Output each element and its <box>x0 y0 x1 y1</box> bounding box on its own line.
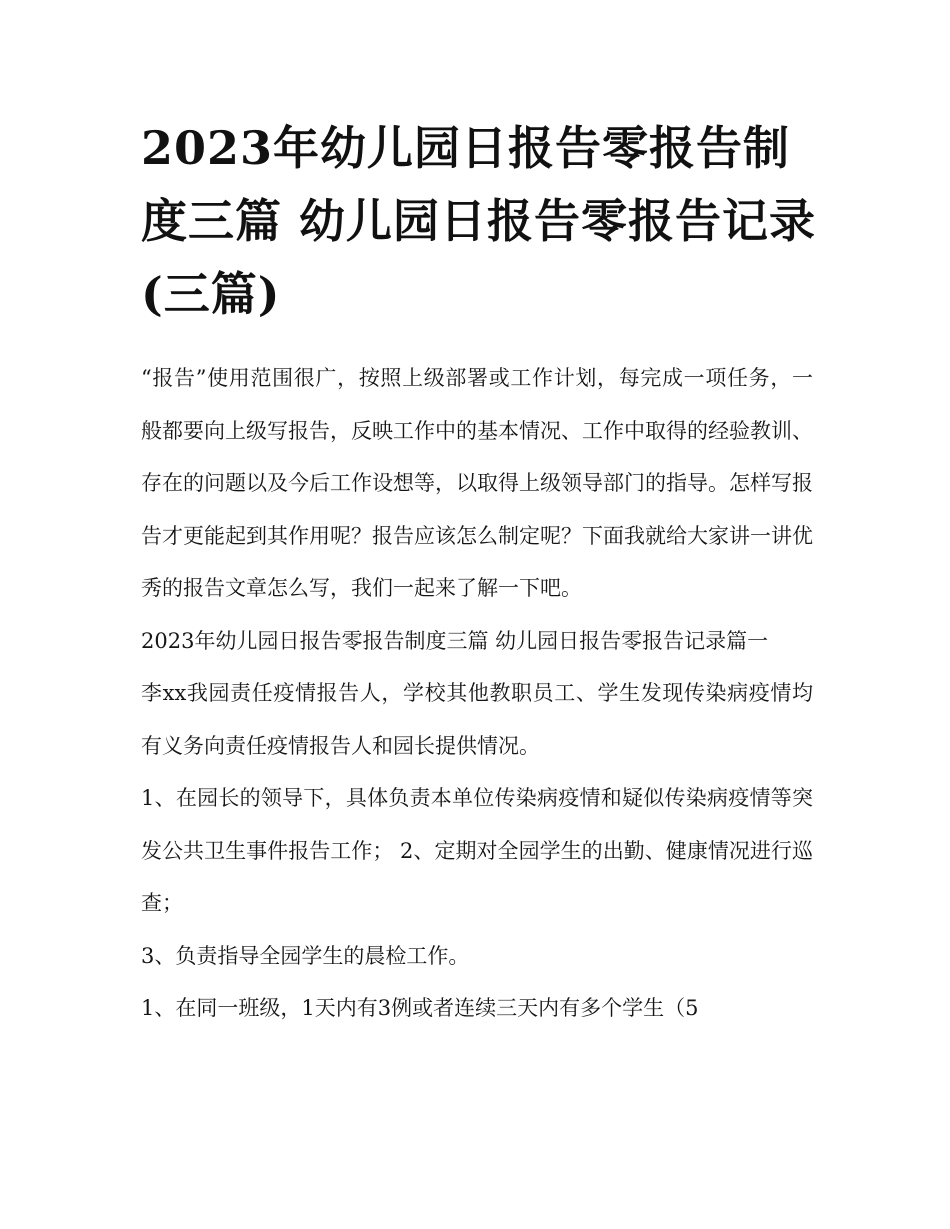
body-paragraph: 1、在园长的领导下，具体负责本单位传染病疫情和疑似传染病疫情等突发公共卫生事件报告工作； 2、定期对全园学生的出勤、健康情况进行巡查； <box>141 786 813 915</box>
body-paragraph: 李xx我园责任疫情报告人，学校其他教职员工、学生发现传染病疫情均有义务向责任疫情报告人和园长提供情况。 <box>141 681 813 758</box>
document-body <box>141 352 813 1035</box>
body-paragraph: 3、负责指导全园学生的晨检工作。 <box>141 943 470 968</box>
body-paragraph: 1、在同一班级，1天内有3例或者连续三天内有多个学生（5 <box>141 996 699 1020</box>
intro-paragraph: “报告”使用范围很广，按照上级部署或工作计划，每完成一项任务，一般都要向上级写报告，反映工作中的基本情况、工作中取得的经验教训、存在的问题以及今后工作设想等，以取得上级领导部门的指导。怎样写报告才更能起到其作用呢？报告应该怎么制定呢？下面我就给大家讲一讲优秀的报告文章怎么写，我们一起来了解一下吧。 <box>141 366 813 600</box>
section-heading: 2023年幼儿园日报告零报告制度三篇 幼儿园日报告零报告记录篇一 <box>141 628 769 653</box>
document-title: 2023年幼儿园日报告零报告制度三篇 幼儿园日报告零报告记录(三篇) <box>141 121 817 321</box>
